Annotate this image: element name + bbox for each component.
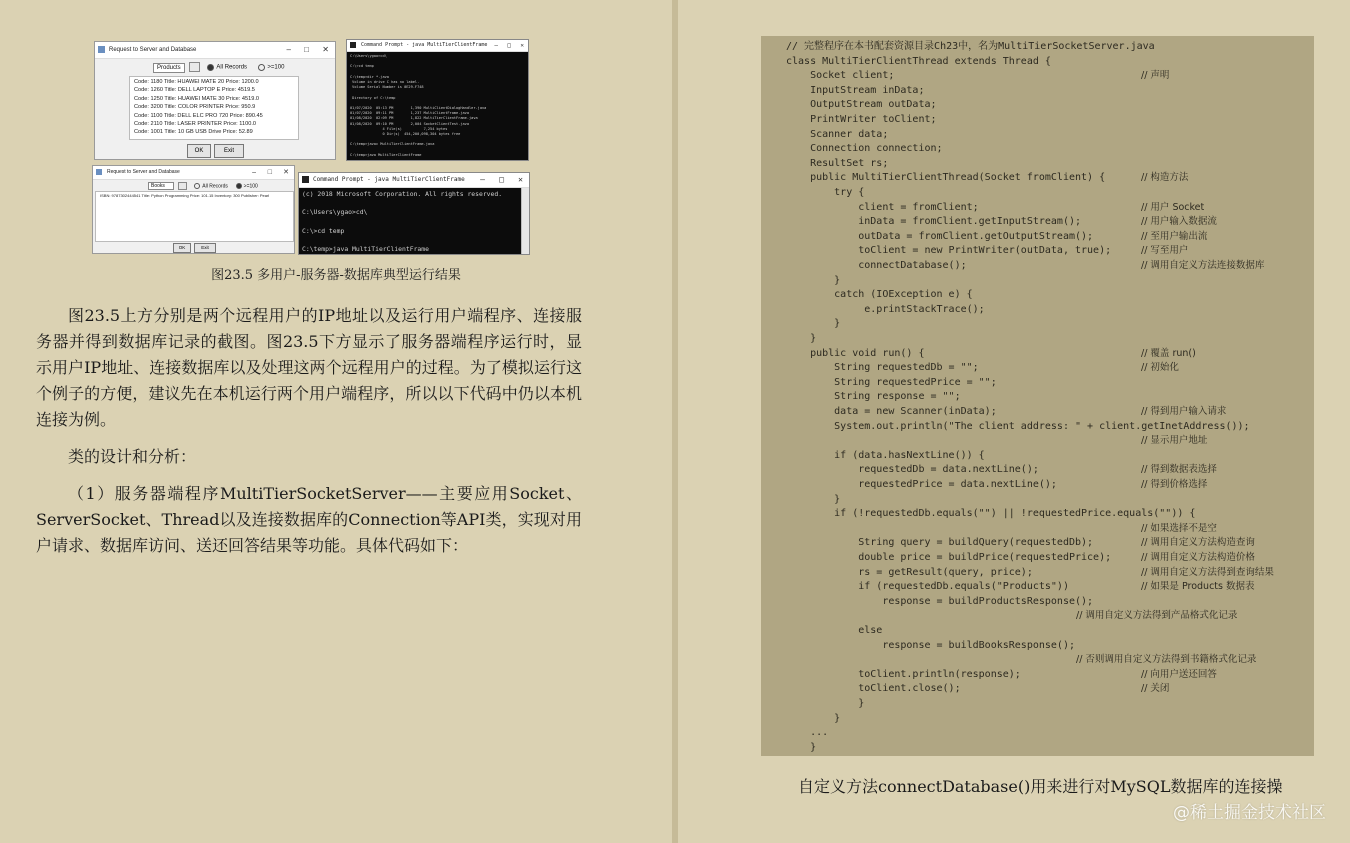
cmd-title: Command Prompt - java MultiTierClientFrame — [361, 42, 488, 48]
record-row: Code: 1180 Title: HUAWEI MATE 20 Price: 1200.0 — [134, 79, 259, 85]
close-icon[interactable]: ✕ — [518, 175, 523, 184]
code-line: else — [786, 625, 883, 636]
figure-caption: 图23.5 多用户-服务器-数据库典型运行结果 — [211, 268, 461, 283]
watermark: @稀土掘金技术社区 — [1173, 803, 1326, 823]
price-filter-radio[interactable] — [258, 64, 265, 71]
all-records-label: All Records — [202, 183, 228, 190]
record-row: Code: 3200 Title: COLOR PRINTER Price: 950.9 — [134, 104, 256, 111]
record-row: Code: 1001 Title: 10 GB USB Drive Price: 52.89 — [134, 129, 253, 136]
cmd-title: Command Prompt - java MultiTierClientFrame — [313, 176, 465, 183]
record-row: Code: 1250 Title: HUAWEI MATE 30 Price: 4519.0 — [134, 95, 259, 102]
cmd-line — [302, 199, 526, 208]
cmd-output — [347, 52, 528, 160]
code-line: } — [786, 333, 817, 344]
cmd-line: 4 File(s) 7,254 bytes — [350, 126, 448, 131]
minimize-icon[interactable]: – — [480, 175, 485, 184]
close-icon[interactable]: ✕ — [520, 42, 524, 49]
code-comment: // 否则调用自定义方法得到书籍格式化记录 — [1076, 654, 1257, 666]
code-comment: // 调用自定义方法得到查询结果 — [1141, 566, 1274, 578]
code-line: inData = fromClient.getInputStream(); — [786, 216, 1082, 228]
cmd-line: C:\Users\ygao>cd\ — [302, 208, 368, 217]
code-line: class MultiTierClientThread extends Thread { — [786, 55, 1051, 67]
minimize-icon[interactable]: – — [252, 169, 256, 176]
code-line: try { — [786, 187, 865, 198]
code-line: } — [786, 712, 841, 724]
code-line: PrintWriter toClient; — [786, 114, 937, 125]
cmd-line: C:\temp>javac MultiTierClientFrame.java — [350, 142, 435, 147]
command-prompt-window-1 — [346, 39, 529, 161]
records-list — [129, 76, 299, 140]
exit-button[interactable]: Exit — [194, 243, 216, 253]
code-line: InputStream inData; — [786, 84, 925, 96]
close-icon[interactable]: ✕ — [322, 45, 329, 54]
code-line: String query = buildQuery(requestedDb); — [786, 537, 1094, 549]
record-row: ISBN: 9787302444541 Title: Python Programming Price: 101.15 Inventory: 300 Publisher: Pearl — [100, 193, 270, 198]
client-window-books — [92, 165, 295, 254]
java-app-icon — [96, 169, 102, 175]
code-line: Connection connection; — [786, 143, 943, 155]
price-filter-label: >=100 — [243, 183, 258, 190]
all-records-radio[interactable] — [194, 183, 200, 189]
code-line: if (!requestedDb.equals("") || !requestedPrice.equals("")) { — [786, 508, 1196, 520]
code-comment: // 初始化 — [1141, 362, 1179, 374]
body-paragraph: 图23.5上方分别是两个远程用户的IP地址以及运行用户端程序、连接服务器并得到数据库记录的截图。图23.5下方显示了服务器端程序运行时，显示用户IP地址、连接数据库以及处理这两个远程用户的过程。为了模拟运行这个例子的方便，建议先在本机运行两个用户端程序，所以以下代码中仍以本机连接为例。 — [36, 306, 582, 429]
code-comment: // 用户 Socket — [1141, 201, 1205, 213]
code-line: // 完整程序在本书配套资源目录Ch23中，名为MultiTierSocketServer.java — [786, 41, 1155, 52]
cmd-line — [302, 218, 526, 227]
code-line: ResultSet rs; — [786, 157, 889, 169]
maximize-icon[interactable]: □ — [304, 45, 309, 54]
maximize-icon[interactable]: □ — [507, 42, 511, 49]
code-line: toClient.close(); — [786, 683, 961, 695]
cmd-app-icon — [302, 176, 309, 183]
code-line: client = fromClient; — [786, 201, 979, 213]
command-prompt-window-2 — [298, 172, 530, 255]
code-line: outData = fromClient.getOutputStream(); — [786, 230, 1094, 242]
all-records-radio[interactable] — [207, 64, 214, 71]
code-listing — [761, 36, 1314, 756]
code-comment: // 至用户输出流 — [1141, 230, 1208, 242]
code-line: } — [786, 741, 817, 753]
code-comment: // 构造方法 — [1141, 172, 1189, 184]
cmd-line: C:\temp>java MultiTierClientFrame — [350, 152, 422, 157]
cmd-line: Volume in drive C has no label. — [350, 80, 420, 85]
code-line: response = buildProductsResponse(); — [786, 595, 1094, 607]
cmd-line: 01/07/2020 05:13 PM 1,390 MultiClientDialogHandler.java — [350, 106, 487, 111]
code-comment: // 调用自定义方法构造价格 — [1141, 552, 1255, 563]
window-titlebar — [95, 42, 335, 59]
code-comment: // 如果选择不是空 — [1141, 522, 1217, 534]
code-comment: // 覆盖 run() — [1141, 347, 1196, 359]
code-comment: // 调用自定义方法构造查询 — [1141, 537, 1255, 549]
code-line: Scanner data; — [786, 128, 889, 140]
code-comment: // 调用自定义方法得到产品格式化记录 — [1076, 610, 1238, 622]
code-comment: // 用户输入数据流 — [1141, 216, 1217, 228]
code-comment: // 关闭 — [1141, 683, 1170, 695]
code-line: requestedPrice = data.nextLine(); — [786, 479, 1057, 490]
cmd-scrollbar[interactable] — [521, 188, 529, 254]
cmd-line — [302, 236, 526, 245]
code-line: System.out.println("The client address: " + client.getInetAddress()); — [786, 420, 1250, 432]
cmd-line: C:\>cd temp — [350, 64, 374, 69]
code-line: double price = buildPrice(requestedPrice); — [786, 552, 1112, 563]
cmd-line: C:\temp>dir *.java — [350, 74, 389, 79]
code-line: ... — [786, 727, 829, 739]
code-line: rs = getResult(query, price); — [786, 566, 1033, 578]
code-line: String requestedDb = ""; — [786, 362, 979, 374]
code-line: connectDatabase(); — [786, 260, 967, 271]
query-toolbar — [95, 59, 335, 76]
code-comment: // 显示用户地址 — [1141, 435, 1208, 447]
code-comment: // 声明 — [1141, 70, 1170, 82]
code-line: data = new Scanner(inData); — [786, 406, 997, 417]
maximize-icon[interactable]: □ — [267, 169, 272, 176]
ok-button[interactable]: OK — [187, 144, 211, 158]
ok-button[interactable]: OK — [173, 243, 191, 253]
code-comment: // 向用户送还回答 — [1141, 668, 1217, 680]
code-line: catch (IOException e) { — [786, 289, 973, 301]
code-line: String response = ""; — [786, 391, 961, 403]
left-page — [0, 0, 672, 843]
exit-button[interactable]: Exit — [214, 144, 244, 158]
record-row: Code: 1260 Title: DELL LAPTOP E Price: 4519.5 — [134, 87, 255, 94]
code-line: requestedDb = data.nextLine(); — [786, 464, 1039, 476]
chevron-down-icon[interactable] — [189, 62, 200, 72]
cmd-line: Directory of C:\temp — [350, 95, 396, 100]
table-select[interactable]: Books — [148, 182, 174, 190]
code-comment: // 写至用户 — [1141, 245, 1189, 257]
cmd-line: 01/08/2020 02:09 PM 1,822 MultiTierClientFrame.java — [350, 116, 478, 121]
code-line: } — [786, 493, 841, 505]
all-records-label: All Records — [216, 64, 248, 71]
close-icon[interactable]: ✕ — [283, 169, 289, 176]
code-line: public void run() { — [786, 347, 925, 359]
cmd-line: C:\Users\ygao>cd\ — [350, 54, 387, 58]
code-comment: // 调用自定义方法连接数据库 — [1141, 260, 1265, 271]
table-select[interactable]: Products — [153, 63, 185, 73]
minimize-icon[interactable]: – — [494, 42, 498, 49]
body-paragraph: （1）服务器端程序MultiTierSocketServer——主要应用Socket、ServerSocket、Thread以及连接数据库的Connection等API类，实现对用户请求、数据库访问、送还回答结果等功能。具体代码如下： — [36, 484, 582, 555]
code-line: public MultiTierClientThread(Socket fromClient) { — [786, 172, 1106, 184]
code-line: toClient = new PrintWriter(outData, true); — [786, 245, 1112, 257]
chevron-down-icon[interactable] — [178, 182, 187, 190]
maximize-icon[interactable]: □ — [499, 175, 504, 184]
code-line: e.printStackTrace(); — [786, 303, 985, 315]
body-paragraph: 自定义方法connectDatabase()用来进行对MySQL数据库的连接操 — [798, 777, 1283, 796]
client-window-products — [94, 41, 336, 160]
price-filter-label: >=100 — [267, 64, 285, 71]
window-titlebar — [93, 166, 294, 180]
record-row: Code: 2110 Title: LASER PRINTER Price: 1100.0 — [134, 121, 256, 128]
cmd-titlebar — [347, 40, 528, 52]
code-line: } — [786, 698, 865, 709]
cmd-line: Volume Serial Number is 0E29-F748 — [350, 85, 424, 90]
cmd-line: 01/07/2020 09:11 PM 1,237 MultiClientFrame.java — [350, 111, 469, 116]
price-filter-radio[interactable] — [236, 183, 242, 189]
java-app-icon — [98, 46, 105, 53]
cmd-line: C:\temp>java MultiTierClientFrame — [302, 245, 429, 254]
code-line: toClient.println(response); — [786, 668, 1021, 680]
code-comment: // 如果是 Products 数据表 — [1141, 581, 1255, 593]
code-line: response = buildBooksResponse(); — [786, 639, 1075, 651]
code-comment: // 得到价格选择 — [1141, 479, 1208, 490]
code-line: Socket client; — [786, 70, 895, 82]
window-title: Request to Server and Database — [109, 47, 197, 53]
code-line: String requestedPrice = ""; — [786, 376, 997, 388]
window-title: Request to Server and Database — [107, 169, 180, 175]
record-row: Code: 1100 Title: DELL ELC PRO 720 Price: 890.45 — [134, 112, 263, 119]
code-line: } — [786, 274, 841, 286]
cmd-output — [299, 188, 529, 256]
cmd-app-icon — [350, 42, 356, 48]
cmd-line: C:\>cd temp — [302, 226, 345, 235]
right-page — [678, 0, 1350, 843]
section-heading: 类的设计和分析： — [68, 447, 197, 466]
code-line: if (data.hasNextLine()) { — [786, 449, 985, 461]
minimize-icon[interactable]: – — [286, 45, 291, 54]
cmd-titlebar — [299, 173, 529, 188]
records-list — [95, 191, 294, 242]
code-line: } — [786, 318, 841, 330]
code-line: if (requestedDb.equals("Products")) — [786, 581, 1069, 593]
code-comment: // 得到用户输入请求 — [1141, 406, 1227, 417]
cmd-line: 01/08/2020 09:10 PM 2,004 SocketClientTest.java — [350, 121, 469, 126]
cmd-line: 0 Dir(s) 454,200,098,304 bytes free — [350, 132, 461, 137]
code-line: OutputStream outData; — [786, 99, 937, 111]
cmd-line: (c) 2018 Microsoft Corporation. All rights reserved. — [302, 190, 503, 198]
code-comment: // 得到数据表选择 — [1141, 464, 1217, 476]
